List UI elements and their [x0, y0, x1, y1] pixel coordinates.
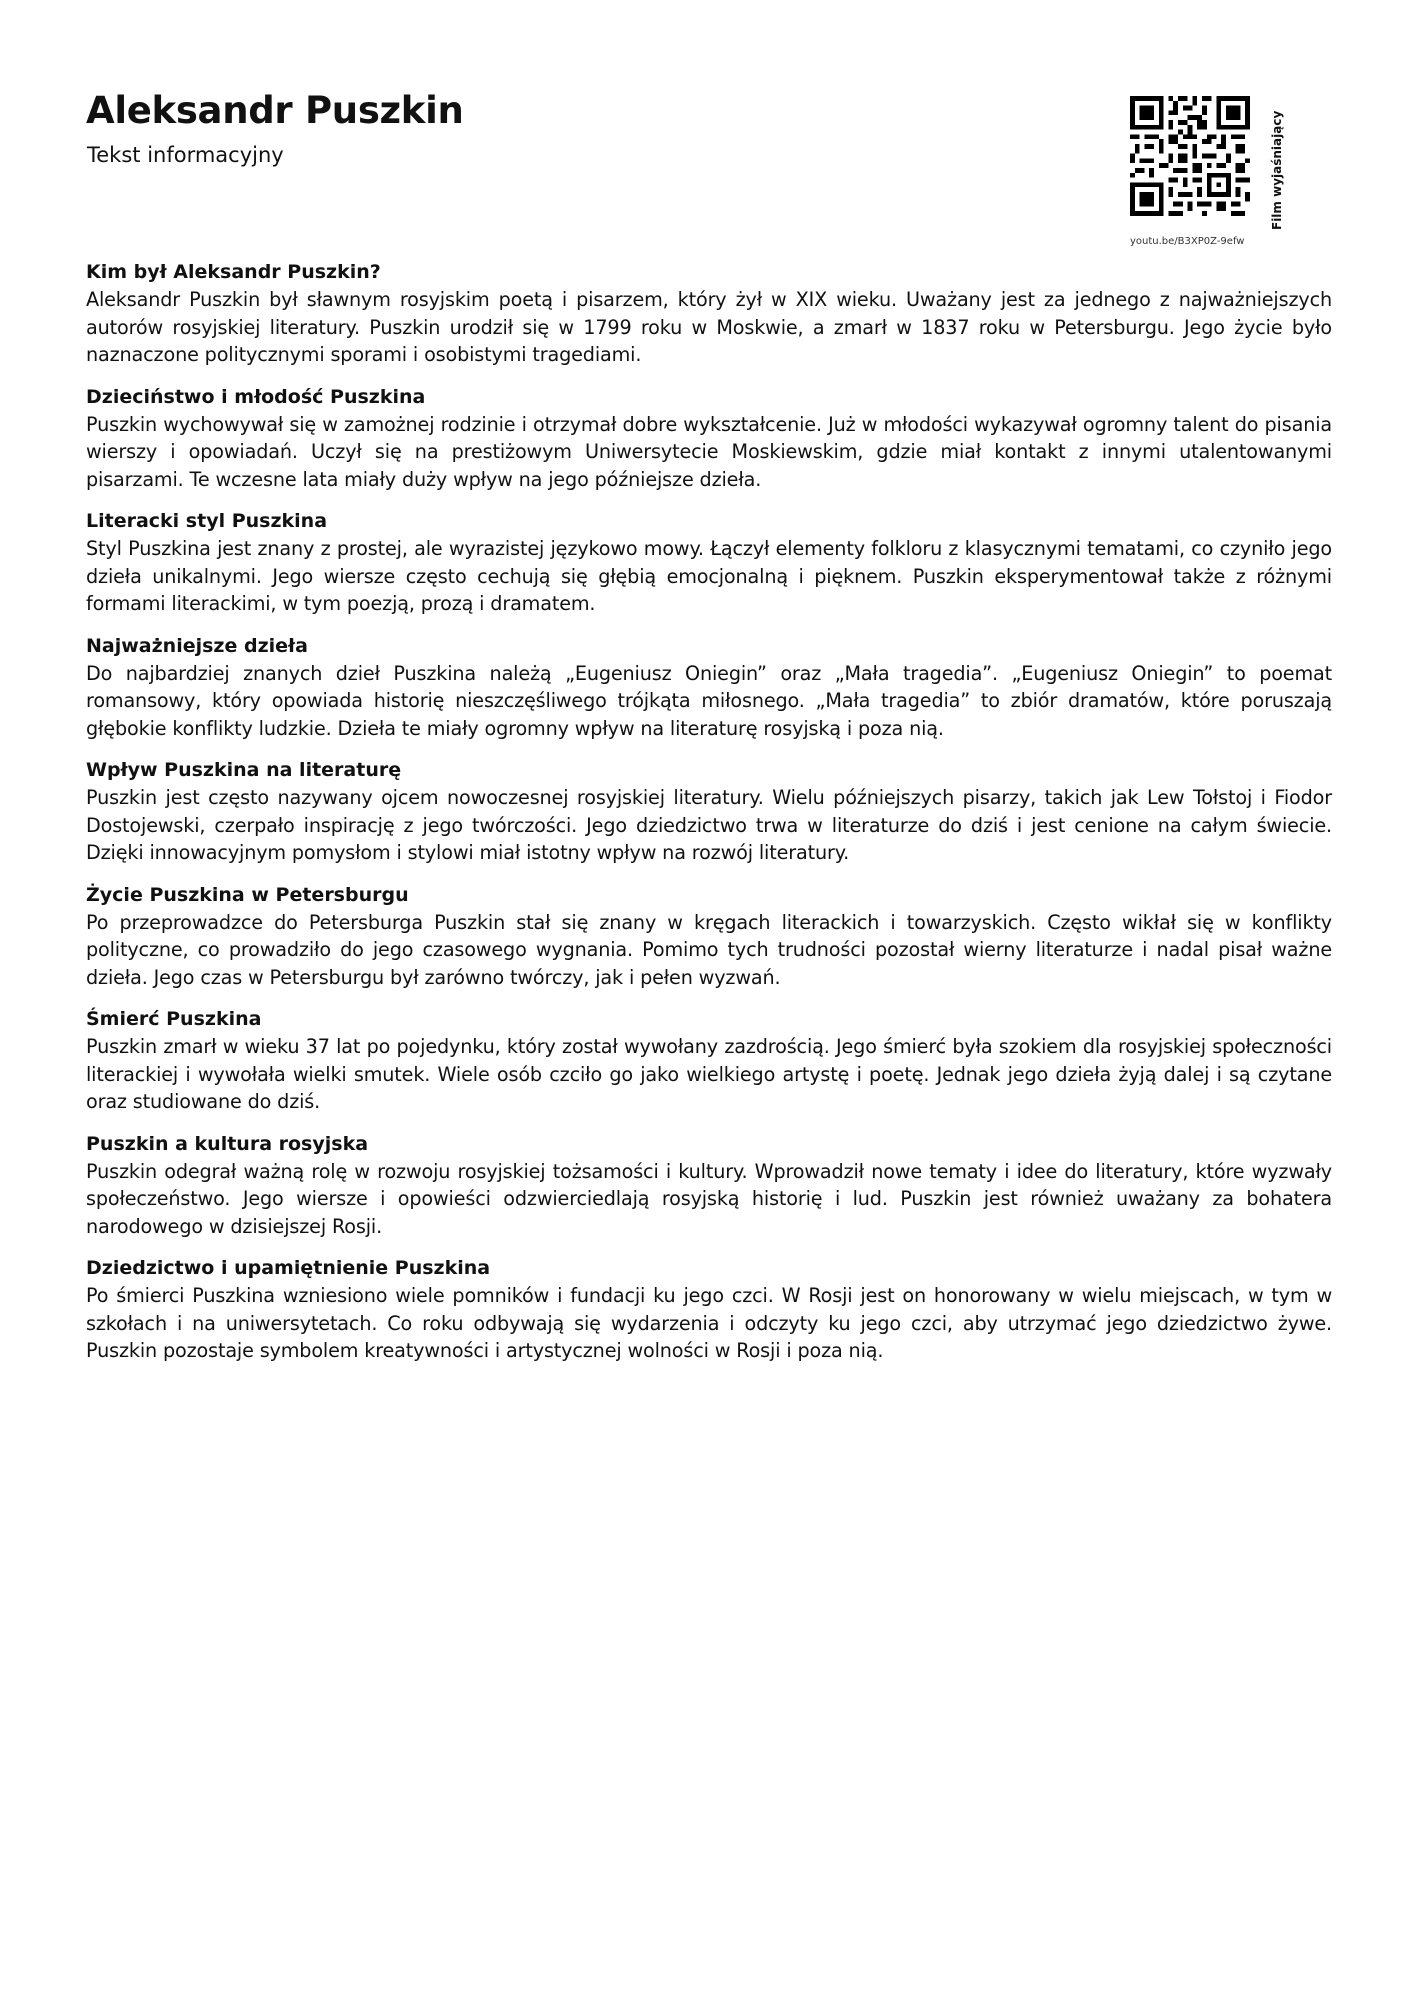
- page-subtitle: Tekst informacyjny: [87, 143, 284, 167]
- section-body: Puszkin odegrał ważną rolę w rozwoju rosyjskiej tożsamości i kultury. Wprowadził nowe tematy i idee do literatury, które wyzwały społeczeństwo. Jego wiersze i opowieści odzwierciedlają rosyjską historię i lud. Puszkin jest również uważany za bohatera narodowego w dzisiejszej Rosji.: [86, 1159, 1332, 1238]
- section-heading: Dziedzictwo i upamiętnienie Puszkina: [86, 1257, 491, 1279]
- section-body: Puszkin wychowywał się w zamożnej rodzinie i otrzymał dobre wykształcenie. Już w młodości wykazywał ogromny talent do pisania wierszy i opowiadań. Uczył się na prestiżowym Uniwersytecie Moskiewskim, gdzie miał kontakt z innymi utalentowanymi pisarzami. Te wczesne lata miały duży wpływ na jego późniejsze dzieła.: [86, 412, 1332, 491]
- qr-code-icon[interactable]: [1130, 96, 1250, 216]
- section-heading: Najważniejsze dzieła: [86, 634, 308, 657]
- section-heading: Kim był Aleksandr Puszkin?: [86, 261, 381, 283]
- section-heading: Śmierć Puszkina: [86, 1008, 262, 1030]
- page-title: Aleksandr Puszkin: [86, 89, 464, 132]
- section-influence: [86, 756, 1332, 867]
- section-heading: Dzieciństwo i młodość Puszkina: [86, 385, 426, 408]
- section-body: Do najbardziej znanych dzieł Puszkina należą „Eugeniusz Oniegin” oraz „Mała tragedia”. „Eugeniusz Oniegin” to poemat romansowy, który opowiada historię nieszczęśliwego trójkąta miłosnego. „Mała tragedia” to zbiór dramatów, które poruszają głębokie konflikty ludzkie. Dzieła te miały ogromny wpływ na literaturę rosyjską i poza nią.: [86, 661, 1332, 740]
- document-body: [86, 258, 1332, 1379]
- section-body: Po przeprowadzce do Petersburga Puszkin stał się znany w kręgach literackich i towarzyskich. Często wikłał się w konflikty polityczne, co prowadziło do jego czasowego wygnania. Pomimo tych trudności pozostał wierny literaturze i nadal pisał ważne dzieła. Jego czas w Petersburgu był zarówno twórczy, jak i pełen wyzwań.: [86, 910, 1332, 989]
- section-childhood: [86, 383, 1332, 494]
- section-works: [86, 632, 1332, 743]
- section-body: Puszkin jest często nazywany ojcem nowoczesnej rosyjskiej literatury. Wielu późniejszych pisarzy, takich jak Lew Tołstoj i Fiodor Dostojewski, czerpało inspirację z jego twórczości. Jego dziedzictwo trwa w literaturze do dziś i jest cenione na całym świecie. Dzięki innowacyjnym pomysłom i stylowi miał istotny wpływ na rozwój literatury.: [86, 786, 1332, 864]
- qr-code-block[interactable]: [1130, 96, 1270, 251]
- qr-url[interactable]: youtu.be/B3XP0Z-9efw: [1130, 236, 1245, 247]
- section-culture: [86, 1130, 1332, 1241]
- section-petersburg: [86, 881, 1332, 992]
- section-heading: Życie Puszkina w Petersburgu: [86, 883, 409, 906]
- section-body: Po śmierci Puszkina wzniesiono wiele pomników i fundacji ku jego czci. W Rosji jest on honorowany w wielu miejscach, w tym w szkołach i na uniwersytetach. Co roku odbywają się wydarzenia i odczyty ku jego czci, aby utrzymać jego dziedzictwo żywe. Puszkin pozostaje symbolem kreatywności i artystycznej wolności w Rosji i poza nią.: [86, 1284, 1332, 1362]
- section-heading: Wpływ Puszkina na literaturę: [86, 759, 402, 781]
- qr-side-label: Film wyjaśniający: [1270, 110, 1284, 230]
- section-heading: Literacki styl Puszkina: [86, 510, 328, 532]
- section-who: [86, 258, 1332, 369]
- section-style: [86, 507, 1332, 618]
- section-legacy: [86, 1254, 1332, 1365]
- section-death: [86, 1005, 1332, 1116]
- section-body: Puszkin zmarł w wieku 37 lat po pojedynku, który został wywołany zazdrością. Jego śmierć była szokiem dla rosyjskiej społeczności literackiej i wywołała wielki smutek. Wiele osób czciło go jako wielkiego artystę i poetę. Jednak jego dzieła żyją dalej i są czytane oraz studiowane do dziś.: [86, 1035, 1332, 1113]
- section-heading: Puszkin a kultura rosyjska: [86, 1132, 369, 1155]
- section-body: Aleksandr Puszkin był sławnym rosyjskim poetą i pisarzem, który żył w XIX wieku. Uważany jest za jednego z najważniejszych autorów rosyjskiej literatury. Puszkin urodził się w 1799 roku w Moskwie, a zmarł w 1837 roku w Petersburgu. Jego życie było naznaczone politycznymi sporami i osobistymi tragediami.: [86, 288, 1332, 366]
- section-body: Styl Puszkina jest znany z prostej, ale wyrazistej językowo mowy. Łączył elementy folkloru z klasycznymi tematami, co czyniło jego dzieła unikalnymi. Jego wiersze często cechują się głębią emocjonalną i pięknem. Puszkin eksperymentował także z różnymi formami literackimi, w tym poezją, prozą i dramatem.: [86, 537, 1332, 615]
